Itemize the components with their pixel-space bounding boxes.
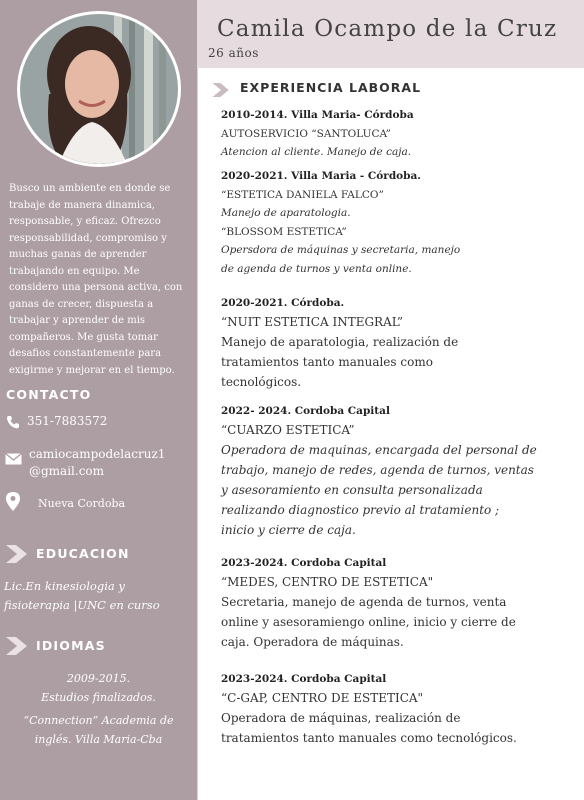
job-line: tratamientos tanto manuales como [221,355,433,369]
job-title: 2020-2021. Villa Maria - Córdoba. [221,170,421,182]
job-entry [221,554,566,652]
job-line: de agenda de turnos y venta online. [221,262,412,275]
contact-email [29,446,165,480]
profile-summary: Busco un ambiente en donde se trabaje de manera dinamica, responsable, y eficaz. Ofrezco responsabilidad, compromiso y muchas ganas de aprender trabajando en equipo. Me considero una persona activa, con ganas de crecer, dispuesta a trabajar y aprender de mis compañeros. Me gusta tomar desafios constantemente para exigirme y mejorar en el tiempo. [9,183,183,376]
job-line: y asesoramiento en consulta personalizada [221,483,483,497]
languages-line-3: “Connection” Academia de [23,714,174,727]
languages-line-1: 2009-2015. [66,672,131,685]
email-line-1: camiocampodelacruz1 [29,447,166,461]
profile-photo [17,11,181,167]
full-name: Camila Ocampo de la Cruz [217,16,558,42]
job-entry [221,294,566,392]
age: 26 años [208,46,259,60]
job-line: Secretaria, manejo de agenda de turnos, venta [221,595,507,609]
contact-phone: 351-7883572 [27,414,108,428]
job-line: Operadora de máquinas, realización de [221,711,461,725]
languages-text [0,669,197,749]
job-line: Opersdora de máquinas y secretaria, manejo [221,244,461,256]
phone-icon [6,414,19,433]
job-title: 2010-2014. Villa Maria- Córdoba [221,109,414,121]
job-line: “MEDES, CENTRO DE ESTETICA" [221,575,434,589]
languages-line-2: Estudios finalizados. [41,691,156,704]
education-heading: EDUCACION [36,546,130,561]
chevron-right-icon [6,637,28,659]
job-line: trabajo, manejo de redes, agenda de turnos, ventas [221,463,534,477]
job-line: inicio y cierre de caja. [221,523,356,537]
job-line: “C-GAP, CENTRO DE ESTETICA" [221,691,424,705]
education-line-1: Lic.En kinesiologia y [4,579,125,593]
education-text [4,577,160,615]
chevron-right-icon [6,545,28,567]
job-line: “ESTETICA DANIELA FALCO” [221,188,384,201]
experience-heading: EXPERIENCIA LABORAL [240,80,422,95]
job-entry [221,167,566,278]
job-line: realizando diagnostico previo al tratamiento ; [221,503,500,517]
job-line: “CUARZO ESTETICA” [221,423,355,437]
job-entry [221,106,566,162]
divider [197,68,198,800]
job-entry [221,670,566,748]
contact-location: Nueva Cordoba [38,497,126,510]
job-line: tratamientos tanto manuales como tecnológicos. [221,731,517,745]
email-line-2: @gmail.com [29,464,105,478]
job-line: online y asesoramiengo online, inicio y cierre de [221,615,516,629]
job-line: “BLOSSOM ESTETICA” [221,225,347,238]
job-line: Manejo de aparatologia, realización de [221,335,459,349]
contact-heading: CONTACTO [6,387,92,402]
job-title: 2023-2024. Cordoba Capital [221,557,387,569]
job-line: caja. Operadora de máquinas. [221,635,404,649]
envelope-icon [5,450,22,469]
education-line-2: fisioterapia |UNC en curso [4,598,160,612]
job-line: “NUIT ESTETICA INTEGRAL” [221,315,403,329]
job-line: AUTOSERVICIO “SANTOLUCA” [221,127,391,140]
chevron-right-icon [212,82,230,101]
job-line: Manejo de aparatologia. [221,207,351,219]
languages-line-4: inglés. Villa Maria-Cba [34,733,163,746]
job-title: 2023-2024. Cordoba Capital [221,673,387,685]
job-title: 2022- 2024. Cordoba Capital [221,405,390,417]
job-entry [221,402,566,540]
job-line: Operadora de maquinas, encargada del personal de [221,443,537,457]
languages-heading: IDIOMAS [36,638,106,653]
job-line: tecnológicos. [221,375,302,389]
job-title: 2020-2021. Córdoba. [221,297,345,309]
location-pin-icon [6,492,20,515]
job-line: Atencion al cliente. Manejo de caja. [221,146,412,158]
